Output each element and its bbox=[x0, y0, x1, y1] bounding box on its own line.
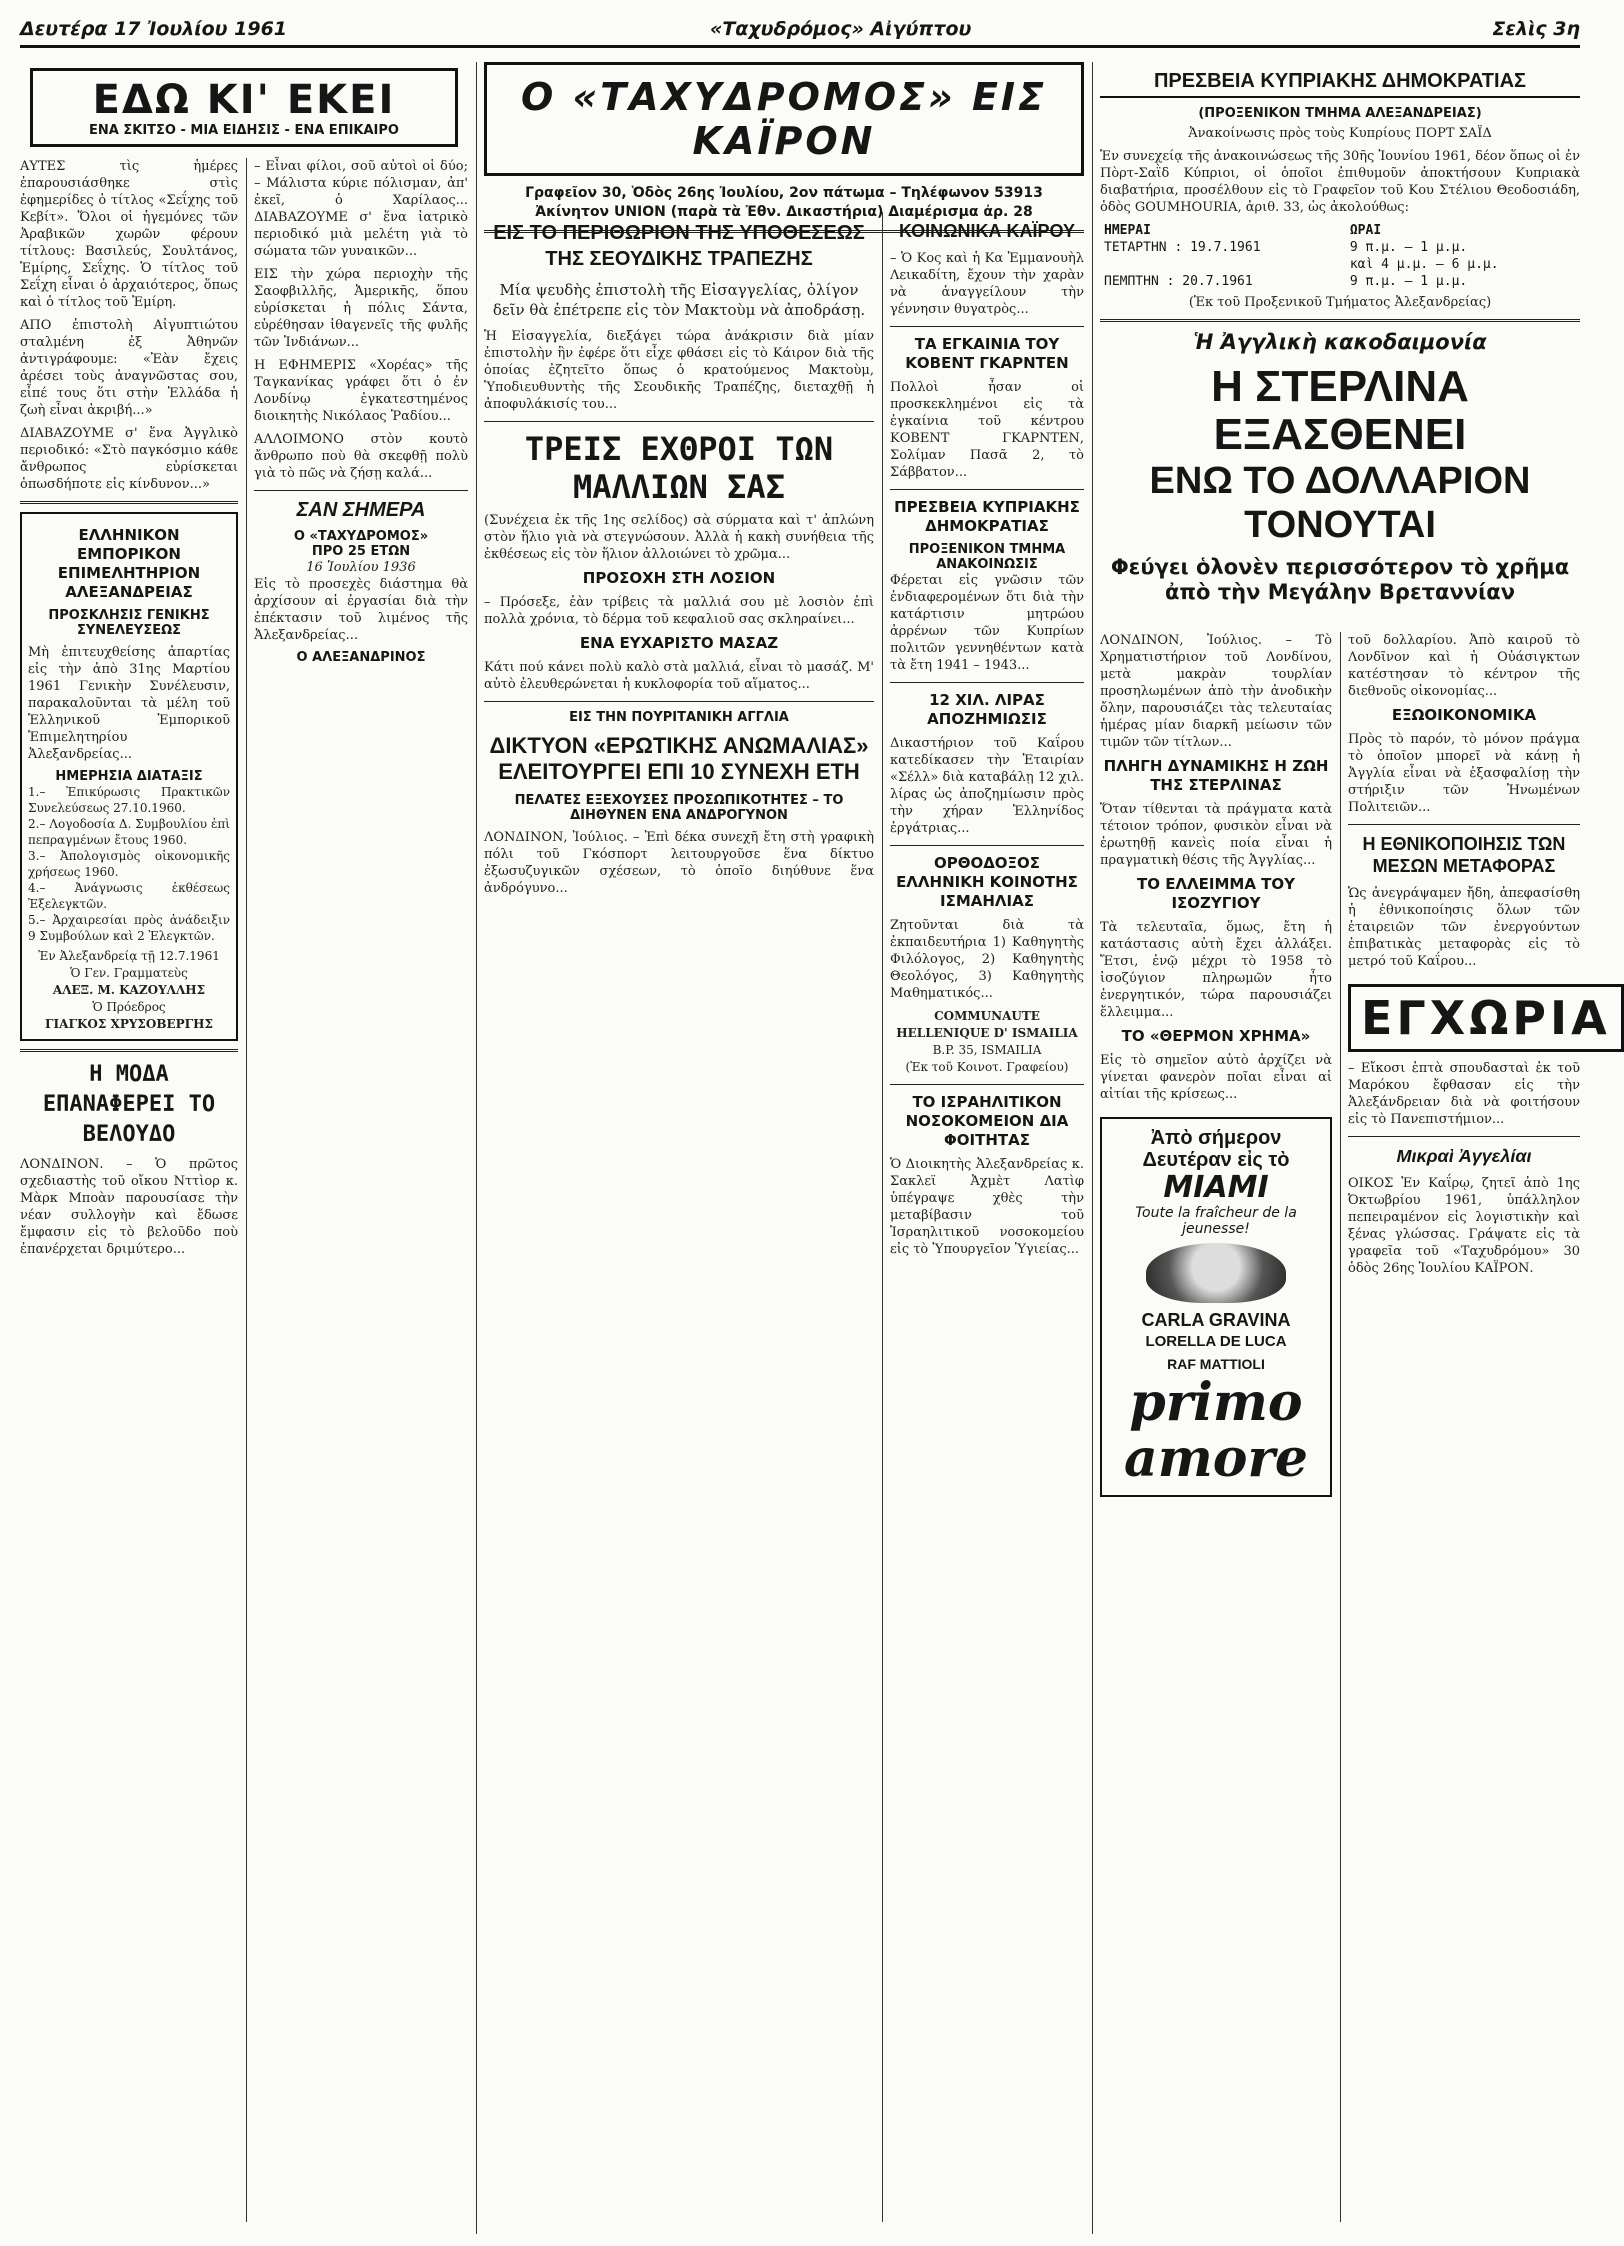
social-headline: ΚΟΙΝΩΝΙΚΑ ΚΑΪΡΟΥ bbox=[898, 221, 1076, 241]
san-simera-date: 16 Ἰουλίου 1936 bbox=[306, 560, 416, 575]
egkainia-headline: ΤΑ ΕΓΚΑΙΝΙΑ ΤΟΥ ΚΟΒΕΝΤ ΓΚΑΡΝΤΕΝ bbox=[905, 335, 1069, 372]
ismailia-sign: B.P. 35, ISMAILIA bbox=[932, 1043, 1042, 1057]
losion-body: – Πρόσεξε, ἐὰν τρίβεις τὰ μαλλιά σου μὲ λοσιὸν ἐπὶ πολλὰ χρόνια, τὸ δέρμα τοῦ κεφαλιοῦ σας σκληραίνει... bbox=[484, 595, 874, 627]
treis-exthroi-headline: ΤΡΕΙΣ ΕΧΘΡΟΙ ΤΩΝ ΜΑΛΛΙΩΝ ΣΑΣ bbox=[524, 430, 834, 506]
signoff-role: Ὁ Πρόεδρος bbox=[92, 1000, 166, 1014]
lires-headline: 12 ΧΙΛ. ΛΙΡΑΣ ΑΠΟΖΗΜΙΩΣΙΣ bbox=[927, 691, 1047, 728]
thermon-body: Εἰς τὸ σημεῖον αὐτὸ ἀρχίζει νὰ γίνεται φανερὸν ποῖαι εἶναι αἱ αἰτίαι τῆς κρίσεως... bbox=[1100, 1053, 1332, 1102]
film-star: CARLA GRAVINA bbox=[1141, 1310, 1291, 1330]
diktyon-headline: ΔΙΚΤΥΟΝ «ΕΡΩΤΙΚΗΣ ΑΝΩΜΑΛΙΑΣ» ΕΛΕΙΤΟΥΡΓΕΙ ΕΠΙ 10 ΣΥΝΕΧΗ ΕΤΗ bbox=[489, 733, 869, 784]
moda-body: ΛΟΝΔΙΝΟΝ. – Ὁ πρῶτος σχεδιαστὴς τοῦ οἴκου Νττὶορ κ. Μὰρκ Μποὰν παρουσίασε τὴν νέαν συλλογὴν καὶ ἔδωσε ἔμφασιν εἰς τὸ βελοῦδο ποὺ ἐπανέρχεται δριμύτερο... bbox=[20, 1157, 238, 1257]
col2-right bbox=[890, 212, 1084, 1264]
signoff-place: Ἐν Ἀλεξανδρείᾳ τῇ 12.7.1961 bbox=[38, 949, 220, 963]
presv-cy-sub2: Ἀνακοίνωσις πρὸς τοὺς Κυπρίους ΠΟΡΤ ΣΑΪΔ bbox=[1188, 126, 1492, 141]
ismailia-sign: COMMUNAUTE HELLENIQUE D' ISMAILIA bbox=[896, 1009, 1078, 1040]
emporiko-notice bbox=[20, 512, 238, 1041]
agenda-item: 5.– Ἀρχαιρεσίαι πρὸς ἀνάδειξιν 9 Συμβούλων καὶ 2 Ἐλεγκτῶν. bbox=[28, 913, 230, 943]
pligi-body: Ὅταν τίθενται τὰ πράγματα κατὰ τέτοιον τρόπον, φυσικὸν εἶναι νὰ ἐρωτηθῇ κανεὶς ποία εἶναι ἡ πραγματικὴ θέσις τῆς Ἀγγλίας... bbox=[1100, 802, 1332, 868]
egkainia-body: Πολλοὶ ἦσαν οἱ προσκεκλημένοι εἰς τὰ ἐγκαίνια τοῦ κέντρου ΚΟΒΕΝΤ ΓΚΑΡΝΤΕΝ, Σολίμαν Πασᾶ 2, τὸ Σάββατον... bbox=[890, 380, 1084, 480]
isr-body: Ὁ Διοικητὴς Ἀλεξανδρείας κ. Σακλεϊ Ἀχμὲτ Λατὶφ ὑπέγραψε χθὲς τὴν μεταβίβασιν τοῦ Ἰσραηλιτικοῦ νοσοκομείου εἰς τὸ Ὑπουργεῖον Ὑγιείας... bbox=[890, 1157, 1084, 1257]
social-body: – Ὁ Κος καὶ ἡ Κα Ἐμμανουὴλ Λεικαδίτη, ἔχουν τὴν χαρὰν νὰ ἀναγγείλουν τὴν γέννησιν θυγατρὸς... bbox=[890, 251, 1084, 317]
presv-cy-sub: (ΠΡΟΞΕΝΙΚΟΝ ΤΜΗΜΑ ΑΛΕΞΑΝΔΡΕΙΑΣ) bbox=[1198, 106, 1482, 121]
agenda-item: 4.– Ἀνάγνωσις ἐκθέσεως Ἐξελεγκτῶν. bbox=[28, 881, 230, 911]
kairon-masthead-box bbox=[484, 62, 1084, 176]
agenda-item: 2.– Λογοδοσία Δ. Συμβουλίου ἐπὶ πεπραγμένων ἔτους 1960. bbox=[28, 817, 230, 847]
article-text: ΑΛΛΟΙΜΟΝΟ στὸν κουτὸ ἄνθρωπο ποὺ θὰ σκεφθῇ πολὺ γιὰ τὸ πῶς νὰ ζήσῃ καλά... bbox=[254, 432, 468, 481]
issue-date: Δευτέρα 17 Ἰουλίου 1961 bbox=[20, 18, 288, 40]
mikrai-body: ΟΙΚΟΣ Ἐν Καΐρῳ, ζητεῖ ἀπὸ 1ης Ὀκτωβρίου 1961, ὑπάλληλον πεπειραμένον εἰς λογιστικὴν καὶ ξένας γλώσσας. Γράψατε εἰς τὰ γραφεῖα τοῦ «Ταχυδρόμου» 30 ὁδὸς 26ης Ἰουλίου ΚΑΪΡΟΝ. bbox=[1348, 1176, 1580, 1276]
cinema-ad-top: Ἀπὸ σήμερον Δευτέραν εἰς τὸ bbox=[1142, 1127, 1290, 1171]
presv-headline: ΠΡΕΣΒΕΙΑ ΚΥΠΡΙΑΚΗΣ ΔΗΜΟΚΡΑΤΙΑΣ bbox=[894, 498, 1080, 535]
san-simera-title: ΣΑΝ ΣΗΜΕΡΑ bbox=[296, 499, 426, 521]
article-text: – Εἶναι φίλοι, σοῦ αὐτοὶ οἱ δύο; – Μάλιστα κύριε πόλισμαν, ἀπ' ἐκεῖ, ὁ Χαρίλαος... ΔΙΑΒΑΖΟΥΜΕ σ' ἕνα ἰατρικὸ περιοδικό μιὰ μελέτη γιὰ τὸ σώματα τῶν γυναικῶν... bbox=[254, 159, 468, 259]
article-text: ΔΙΑΒΑΖΟΥΜΕ σ' ἕνα Ἀγγλικὸ περιοδικό: «Στὸ παγκόσμιο κάθε ἄνθρωπος εὑρίσκεται ὁπωσδήποτε εἰς κίνδυνον...» bbox=[20, 426, 238, 492]
schedule-header: ΩΡΑΙ bbox=[1349, 223, 1382, 238]
thermon-subhead: ΤΟ «ΘΕΡΜΟΝ ΧΡΗΜΑ» bbox=[1121, 1027, 1311, 1045]
story-seoudiki-headline: ΕΙΣ ΤΟ ΠΕΡΙΘΩΡΙΟΝ ΤΗΣ ΥΠΟΘΕΣΕΩΣ ΤΗΣ ΣΕΟΥΔΙΚΗΣ ΤΡΑΠΕΖΗΣ bbox=[493, 222, 865, 270]
presv-body: Φέρεται εἰς γνῶσιν τῶν ἐνδιαφερομένων ὅτι διὰ τὴν κατάρτισιν μητρώου ἀρρένων τῶν Κυπρίων πολιτῶν γεννηθέντων κατὰ τὰ ἔτη 1941 – 1943... bbox=[890, 573, 1084, 673]
pligi-subhead: ΠΛΗΓΗ ΔΥΝΑΜΙΚΗΣ Η ΖΩΗ ΤΗΣ ΣΤΕΡΛΙΝΑΣ bbox=[1103, 757, 1329, 794]
edo-ki-ekei-box bbox=[30, 68, 458, 147]
col1-right bbox=[254, 158, 468, 665]
edo-ki-ekei-title: ΕΔΩ ΚΙ' ΕΚΕΙ bbox=[92, 77, 396, 123]
masaz-subhead: ΕΝΑ ΕΥΧΑΡΙΣΤΟ ΜΑΣΑΖ bbox=[579, 634, 779, 652]
address-line: Γραφεῖον 30, Ὁδὸς 26ης Ἰουλίου, 2ον πάτωμα – Τηλέφωνον 53913 bbox=[525, 185, 1043, 201]
column-kairon bbox=[484, 62, 1084, 2234]
diktyon-deck: ΠΕΛΑΤΕΣ ΕΞΕΧΟΥΣΕΣ ΠΡΟΣΩΠΙΚΟΤΗΤΕΣ – ΤΟ ΔΙΗΘΥΝΕΝ ΕΝΑ ΑΝΔΡΟΓΥΝΟΝ bbox=[514, 793, 844, 823]
sterlina-kicker: Ἡ Ἀγγλικὴ κακοδαιμονία bbox=[1193, 330, 1487, 354]
signoff-role: Ὁ Γεν. Γραμματεὺς bbox=[70, 966, 188, 980]
story-seoudiki-body: Ἡ Εἰσαγγελία, διεξάγει τώρα ἀνάκρισιν διὰ μίαν ἐπιστολὴν ἣν ἐφέρε ὅτι εἶχε φθάσει εἰς τὸ Κάιρον διὰ τῆς ὁποίας ἐζητεῖτο ὅπως ὁ κρατούμενος Μακτοὺμ, Ὑποδιευθυντὴς τῆς Σεουδικῆς Τραπέζης, διεταχθῇ ἡ ἀποφυλάκισίς του... bbox=[484, 329, 874, 412]
egxoria-banner bbox=[1348, 984, 1624, 1052]
emporiko-subtitle: ΠΡΟΣΚΛΗΣΙΣ ΓΕΝΙΚΗΣ ΣΥΝΕΛΕΥΣΕΩΣ bbox=[48, 608, 210, 638]
page-number: Σελὶς 3η bbox=[1492, 18, 1580, 40]
elleimma-body: Τὰ τελευταῖα, ὅμως, ἔτη ἡ κατάστασις αὐτὴ ἔχει ἀλλάξει. Ἔτσι, ἐνῷ μέχρι τὸ 1958 τὸ ἰσοζύγιον πληρωμῶν ἦτο ἐνεργητικόν, τώρα παρουσιάζει ἔλλειμμα... bbox=[1100, 920, 1332, 1020]
signoff-name: ΓΙΑΓΚΟΣ ΧΡΥΣΟΒΕΡΓΗΣ bbox=[45, 1017, 213, 1031]
presv-cy-body: Ἐν συνεχείᾳ τῆς ἀνακοινώσεως τῆς 30ῆς Ἰουνίου 1961, δέον ὅπως οἱ ἐν Πὸρτ-Σαῒδ Κύπριοι, οἱ ὁποῖοι ἐπιθυμοῦν ἀποκτήσουν Κυπριακὰ διαβατήρια, προσέλθουν εἰς τὸ Γραφεῖον τοῦ Κου Στέλιου Θεοδοσιάδη, ὁδὸς GOUMHOURIA, ἀριθ. 33, ὡς ἀκολούθως: bbox=[1100, 149, 1580, 215]
ismailia-body: Ζητοῦνται διὰ τὰ ἐκπαιδευτήρια 1) Καθηγητὴς Φιλόλογος, 2) Καθηγητὴς Θεολόγος, 3) Καθηγητὴς Μαθηματικός... bbox=[890, 918, 1084, 1001]
agenda-item: 1.– Ἐπικύρωσις Πρακτικῶν Συνελεύσεως 27.10.1960. bbox=[28, 785, 230, 815]
ethnik-headline: Η ΕΘΝΙΚΟΠΟΙΗΣΙΣ ΤΩΝ ΜΕΣΩΝ ΜΕΤΑΦΟΡΑΣ bbox=[1362, 834, 1566, 876]
cinema-name: MIAMI bbox=[1163, 1170, 1269, 1205]
agenda-item: 3.– Ἀπολογισμὸς οἰκονομικῆς χρήσεως 1960. bbox=[28, 849, 230, 879]
sterlina-body: ΛΟΝΔΙΝΟΝ, Ἰούλιος. – Τὸ Χρηματιστήριον τοῦ Λονδίνου, μετὰ μακρὰν τουρλίαν προσηλωμένων ἀπὸ τὴν ἀνοδικὴν ὄλην, παρουσιάζει τὰς τελευταίας ἡμέρας μίαν διαρκῆ μείωσιν τῶν τιμῶν τῶν τίτλων... bbox=[1100, 633, 1332, 750]
schedule-table bbox=[1100, 222, 1580, 290]
story-seoudiki-deck: Μία ψευδὴς ἐπιστολὴ τῆς Εἰσαγγελίας, ὀλίγον δεῖν θὰ ἐπέτρεπε εἰς τὸν Μακτοὺμ νὰ ἀποδράσῃ. bbox=[492, 281, 866, 319]
page-header bbox=[20, 14, 1580, 48]
col2-left bbox=[484, 212, 874, 903]
emporiko-title: ΕΛΛΗΝΙΚΟΝ ΕΜΠΟΡΙΚΟΝ ΕΠΙΜΕΛΗΤΗΡΙΟΝ ΑΛΕΞΑΝΔΡΕΙΑΣ bbox=[57, 526, 201, 601]
san-simera-body: Εἰς τὸ προσεχὲς διάστημα θὰ ἀρχίσουν αἱ ἐργασίαι διὰ τὴν ἐπέκτασιν τοῦ λιμένος τῆς Ἀλεξανδρείας... bbox=[254, 577, 468, 643]
col3-right bbox=[1348, 632, 1611, 1283]
schedule-time: καὶ 4 μ.μ. – 6 μ.μ. bbox=[1349, 257, 1499, 272]
diktyon-kicker: ΕΙΣ ΤΗΝ ΠΟΥΡΙΤΑΝΙΚΗ ΑΓΓΛΙΑ bbox=[569, 710, 789, 725]
col3-left bbox=[1100, 632, 1332, 1505]
emporiko-body: Μὴ ἐπιτευχθείσης ἀπαρτίας εἰς τὴν ἀπὸ 31ης Μαρτίου 1961 Γενικὴν Συνέλευσιν, παρακαλοῦνται τὰ μέλη τοῦ Ἑλληνικοῦ Ἐμπορικοῦ Ἐπιμελητηρίου Ἀλεξανδρείας... bbox=[28, 645, 230, 762]
masaz-body: Κάτι πού κάνει πολὺ καλὸ στὰ μαλλιά, εἶναι τὸ μασάζ. Μ' αὐτὸ ἐλευθερώνεται ἡ κυκλοφορία τοῦ αἵματος... bbox=[484, 660, 874, 692]
film-star: RAF MATTIOLI bbox=[1167, 1356, 1265, 1372]
agenda-label: ΗΜΕΡΗΣΙΑ ΔΙΑΤΑΞΙΣ bbox=[55, 769, 203, 784]
col1-left bbox=[20, 158, 238, 1264]
elleimma-subhead: ΤΟ ΕΛΛΕΙΜΜΑ ΤΟΥ ΙΣΟΖΥΓΙΟΥ bbox=[1136, 875, 1296, 912]
mikrai-title: Μικραὶ Ἀγγελίαι bbox=[1396, 1146, 1532, 1166]
edo-ki-ekei-subtitle: ΕΝΑ ΣΚΙΤΣΟ - ΜΙΑ ΕΙΔΗΣΙΣ - ΕΝΑ ΕΠΙΚΑΙΡΟ bbox=[89, 123, 399, 138]
san-simera-sign: Ο ΑΛΕΞΑΝΔΡΙΝΟΣ bbox=[296, 650, 426, 665]
eksoikon-subhead: ΕΞΩΟΙΚΟΝΟΜΙΚΑ bbox=[1391, 706, 1537, 724]
schedule-day: ΤΕΤΑΡΤΗΝ : 19.7.1961 bbox=[1104, 240, 1261, 255]
diktyon-body: ΛΟΝΔΙΝΟΝ, Ἰούλιος. – Ἐπὶ δέκα συνεχῆ ἔτη στὴ γραφικὴ πόλι τοῦ Γκόσπορτ λειτουργοῦσε ἕνα δίκτυο ἐξωσυζυγικῶν σχέσεων, τὸ ὁποῖο διηύθυνε ἕνα ἀνδρόγυνο... bbox=[484, 830, 874, 896]
sterlina-deck: Φεύγει ὁλονὲν περισσότερον τὸ χρῆμα ἀπὸ τὴν Μεγάλην Βρεταννίαν bbox=[1110, 555, 1570, 604]
losion-subhead: ΠΡΟΣΟΧΗ ΣΤΗ ΛΟΣΙΟΝ bbox=[582, 569, 776, 587]
address-line: Ἀκίνητον UNION (παρὰ τὰ Ἐθν. Δικαστήρια) Διαμέρισμα ἀρ. 28 bbox=[535, 204, 1033, 220]
column-right bbox=[1100, 62, 1611, 2234]
schedule-sign: (Ἐκ τοῦ Προξενικοῦ Τμήματος Ἀλεξανδρείας) bbox=[1188, 295, 1492, 310]
egxoria-body: – Εἴκοσι ἑπτὰ σπουδασταὶ ἐκ τοῦ Μαρόκου ἔφθασαν εἰς τὴν Ἀλεξάνδρειαν διὰ νὰ φοιτήσουν εἰς τὸ Πανεπιστήμιον... bbox=[1348, 1061, 1580, 1127]
actress-portrait bbox=[1146, 1243, 1286, 1303]
ismailia-headline: ΟΡΘΟΔΟΞΟΣ ΕΛΛΗΝΙΚΗ ΚΟΙΝΟΤΗΣ ΙΣΜΑΗΛΙΑΣ bbox=[896, 854, 1078, 910]
sterlina-headline-2: ΕΝΩ ΤΟ ΔΟΛΛΑΡΙΟΝ ΤΟΝΟΥΤΑΙ bbox=[1149, 460, 1531, 546]
presv-subtitle: ΑΝΑΚΟΙΝΩΣΙΣ bbox=[936, 557, 1038, 572]
article-text: ΕΙΣ τὴν χώρα περιοχὴν τῆς Σαοφβιλλῆς, Ἀμερικῆς, ὅπου εὑρίσκεται ἡ πόλις Σάντα, εὑρέθησαν ἰθαγενεῖς τῆς φυλῆς τῶν Ἰνδιάνων... bbox=[254, 267, 468, 350]
running-title: «Ταχυδρόμος» Αἰγύπτου bbox=[710, 18, 972, 40]
schedule-header: ΗΜΕΡΑΙ bbox=[1104, 223, 1151, 238]
signoff-name: ΑΛΕΞ. Μ. ΚΑΖΟΥΛΛΗΣ bbox=[52, 983, 206, 997]
lires-body: Δικαστήριον τοῦ Καΐρου κατεδίκασεν τὴν Ἑταιρίαν «Σέλλ» διὰ καταβάλῃ 12 χιλ. λίρας ὡς ἀποζημίωσιν πρὸς τὴν χήραν Ἑλληνίδος ἐργάτριας... bbox=[890, 736, 1084, 836]
article-text: ΑΥΤΕΣ τὶς ἡμέρες ἐπαρουσιάσθηκε στὶς ἐφημερίδες ὁ τίτλος «Σεΐχης τοῦ Κεβίτ». Ὅλοι οἱ ἡγεμόνες τῶν Ἀραβικῶν χωρῶν φέρουν τίτλους: Βασιλεύς, Σουλτάνος, Ἐμίρης, Σεΐχης. Ὁ τίτλος τοῦ Σεΐχη εἶναι ὁ ἀρχαιότερος, ὅπως καὶ ὁ τίτλος τοῦ Ἐμίρη. bbox=[20, 159, 238, 310]
eksoikon-body: Πρὸς τὸ παρόν, τὸ μόνον πράγμα τὸ ὁποῖον μπορεῖ νὰ κάνῃ ἡ Ἀγγλία εἶναι νὰ ἐξασφαλίσῃ τὴν στήριξιν τῶν Ἡνωμένων Πολιτειῶν... bbox=[1348, 732, 1580, 815]
film-star: LORELLA DE LUCA bbox=[1145, 1333, 1287, 1350]
ismailia-sign: (Ἐκ τοῦ Κοινοτ. Γραφείου) bbox=[905, 1060, 1069, 1074]
egxoria-title: ΕΓΧΩΡΙΑ bbox=[1361, 991, 1611, 1045]
column-edo-ki-ekei bbox=[20, 62, 468, 2234]
kairon-masthead: Ο «ΤΑΧΥΔΡΟΜΟΣ» ΕΙΣ ΚΑΪΡΟΝ bbox=[521, 75, 1047, 163]
article-text: Η ΕΦΗΜΕΡΙΣ «Χορέας» τῆς Ταγκανίκας γράφει ὅτι ὁ ἐν Λονδίνῳ ἐγκατεστημένος διοικητὴς Νικόλαος Ῥαδίου... bbox=[254, 358, 468, 424]
presv-cy-headline: ΠΡΕΣΒΕΙΑ ΚΥΠΡΙΑΚΗΣ ΔΗΜΟΚΡΑΤΙΑΣ bbox=[1100, 70, 1580, 98]
treis-exthroi-body: (Συνέχεια ἐκ τῆς 1ης σελίδος) σὰ σύρματα καὶ τ' ἀπλώνη στὸν ἥλιο γιὰ νὰ στεγνώσουν. Ἀλλὰ ἡ κακὴ συνήθεια τῆς ἐκθέσεως εἰς τὸν ἥλιον ἀλλοιώνει τὸ χρῶμα... bbox=[484, 513, 874, 562]
cinema-tagline: Toute la fraîcheur de la jeunesse! bbox=[1135, 1205, 1297, 1237]
sterlina-body-cont: τοῦ δολλαρίου. Ἀπὸ καιροῦ τὸ Λονδῖνον καὶ ἡ Οὐάσιγκτων κατέστησαν τὸ κέντρον τῆς διεθνοῦς οἰκονομίας... bbox=[1348, 633, 1580, 699]
isr-headline: ΤΟ ΙΣΡΑΗΛΙΤΙΚΟΝ ΝΟΣΟΚΟΜΕΙΟΝ ΔΙΑ ΦΟΙΤΗΤΑΣ bbox=[905, 1093, 1069, 1149]
san-simera-sub: ΠΡΟ 25 ΕΤΩΝ bbox=[311, 544, 411, 559]
moda-headline: Η ΜΟΔΑ ΕΠΑΝΑΦΕΡΕΙ ΤΟ ΒΕΛΟΥΔΟ bbox=[42, 1062, 216, 1147]
schedule-time: 9 π.μ. – 1 μ.μ. bbox=[1349, 274, 1468, 289]
sterlina-headline-1: Η ΣΤΕΡΛΙΝΑ ΕΞΑΣΘΕΝΕΙ bbox=[1211, 362, 1469, 459]
film-title: primo amore bbox=[1124, 1372, 1308, 1489]
schedule-day: ΠΕΜΠΤΗΝ : 20.7.1961 bbox=[1104, 274, 1253, 289]
article-text: ΑΠΟ ἐπιστολὴ Αἰγυπτιώτου σταλμένη ἐξ Ἀθηνῶν ἀντιγράφουμε: «Ἐὰν ἔχεις ἀρέσει τοὺς ἀναγνῶστας σου, εἶπέ τους ὅτι στὴν Ἑλλάδα ἡ ζωὴ εἶναι ἀκριβή...» bbox=[20, 318, 238, 418]
schedule-time: 9 π.μ. – 1 μ.μ. bbox=[1349, 240, 1468, 255]
cinema-ad bbox=[1100, 1117, 1332, 1497]
san-simera-sub: Ο «ΤΑΧΥΔΡΟΜΟΣ» bbox=[293, 529, 429, 544]
presv-subtitle: ΠΡΟΞΕΝΙΚΟΝ ΤΜΗΜΑ bbox=[908, 542, 1066, 557]
ethnik-body: Ὡς ἀνεγράψαμεν ἤδη, ἀπεφασίσθη ἡ ἐθνικοποίησις ὅλων τῶν ἑταιρειῶν τῶν ἐνεργούντων ἐπιβατικὰς μεταφορὰς εἰς τὸ μετρό τοῦ Καΐρου... bbox=[1348, 886, 1580, 969]
